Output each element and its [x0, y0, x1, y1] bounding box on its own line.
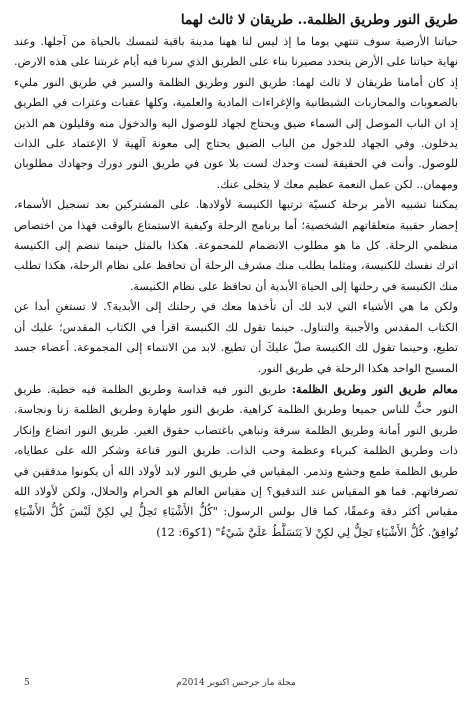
paragraph-essentials: ولكن ما هي الأشياء التي لابد لك أن تأخذها معك في رحلتك إلى الأبدية؟. لا تستغنِ أبدا عن الكتاب المقدس والأجبية والتناول. حينما تقول لك الكنيسة اقرأ في الكتاب المقدس؛ عليك أن تطيع، وحينما تقول لك الكنيسة صلّ عليكَ أن تطيع. لابد من الانتماء إلى المجموعة. أعضاء جسد المسيح الواحد هكذا الرحلة في طريق النور. — [14, 300, 458, 375]
section-text: طريق النور فيه قداسة وطريق الظلمة فيه خطية. طريق النور حبٌّ للناس جميعا وطريق الظلمة كراهية. طريق النور طهارة وطريق الظلمة زنا ونجاسة. طريق النور أمانة وطريق الظلمة سرقة وتباهي باغتصاب حقوق الغير. طريق النور اتضاع وإنكار ذات وطريق الظلمة كبرياء وعظمة وحب الذات. طريق النور قناعة وشكر الله على عطاياه، طريق الظلمة طمع وجشع وتذمر. المقياس في طريق النور لابد لأولاد الله أن يكونوا مدققين في تصرفاتهم. فما هو المقياس عند التدقيق؟ إن مقياس العالم هو الحرام والحلال، ولكن لأولاد الله مقياس أكثر دقة وعمقًا، كما قال بولس الرسول: "كُلُّ الأَشْيَاءِ تَحِلُّ لِي لكِنْ لَيْسَ كُلُّ الأَشْيَاءِ تُوافِقُ. كُلُّ الأَشْيَاءِ تَحِلُّ لِي لكِنْ لاَ يَتَسَلَّطُ عَلَيَّ شَيْءٌ" — [14, 382, 458, 539]
scripture-reference: (1كو6: 12) — [156, 525, 216, 539]
page-number: 5 — [24, 678, 30, 688]
page-footer — [14, 678, 458, 694]
magazine-name: مجلة مار جرجس اكتوبر 2014م — [176, 678, 296, 688]
section-heading: معالم طريق النور وطريق الظلمة: — [291, 381, 458, 396]
paragraph-church-trip: يمكننا تشبيه الأمر برحلة كنسيّة ترتبها الكنيسة لأولادها. على المشتركين بعد تسجيل الأسماء، إحضار حقيبة متعلقاتهم الشخصية؛ أما برنامج الرحلة وكيفية الاستمتاع بالوقت فهذا من اختصاص منظمي الرحلة. كل ما هو مطلوب الانضمام للمجموعة. هكذا بالمثل حينما تنضم إلى الكنيسة اترك نفسك للكنيسة، ومثلما يطلب منك مشرف الرحلة أن تحافظ على نظام الرحلة، هكذا تطلب منك الكنيسة في رحلتها إلى الحياة الأبدية أن تحافظ على نظام الكنيسة. — [14, 198, 458, 293]
section-paragraph — [14, 379, 458, 543]
article-title: طريق النور وطريق الظلمة.. طريقان لا ثالث لهما — [180, 12, 458, 28]
paragraph-intro: حياتنا الأرضية سوف تنتهي يوما ما إذ ليس لنا ههنا مدينة باقية لتمسك بالحياة من آجلها. وعند نهاية حياتنا على الأرض يتحدد مصيرنا بناء على الطريق الذي سرنا فيه أيام غربتنا على هذه الارض. إذ كان أمامنا طريقان لا ثالث لهما: طريق النور وطريق الظلمة والسير في طريق النور مليء بالصعوبات والمحاربات الشيطانية والإغراءات المادية والعلمية، وكلها عقبات وعثرات في الطريق إذ ان الباب الموصل إلى السماء ضيق ويحتاج لجهاد للوصول اليه والدخول منه وقليلون هم الذين يدخلون. وفي الجهاد للدخول من الباب الضيق يحتاج إلى معونة آلهية لا الإعتماد على الذات للوصول. وأنت في الحقيقة لست وحدك لست بلا عون في طريق النور دورك وجهادك مطلوبان ومهمان.. لكن عمل النعمة عظيم معك لا يتخلى عنك. — [13, 35, 458, 191]
article — [14, 10, 458, 543]
